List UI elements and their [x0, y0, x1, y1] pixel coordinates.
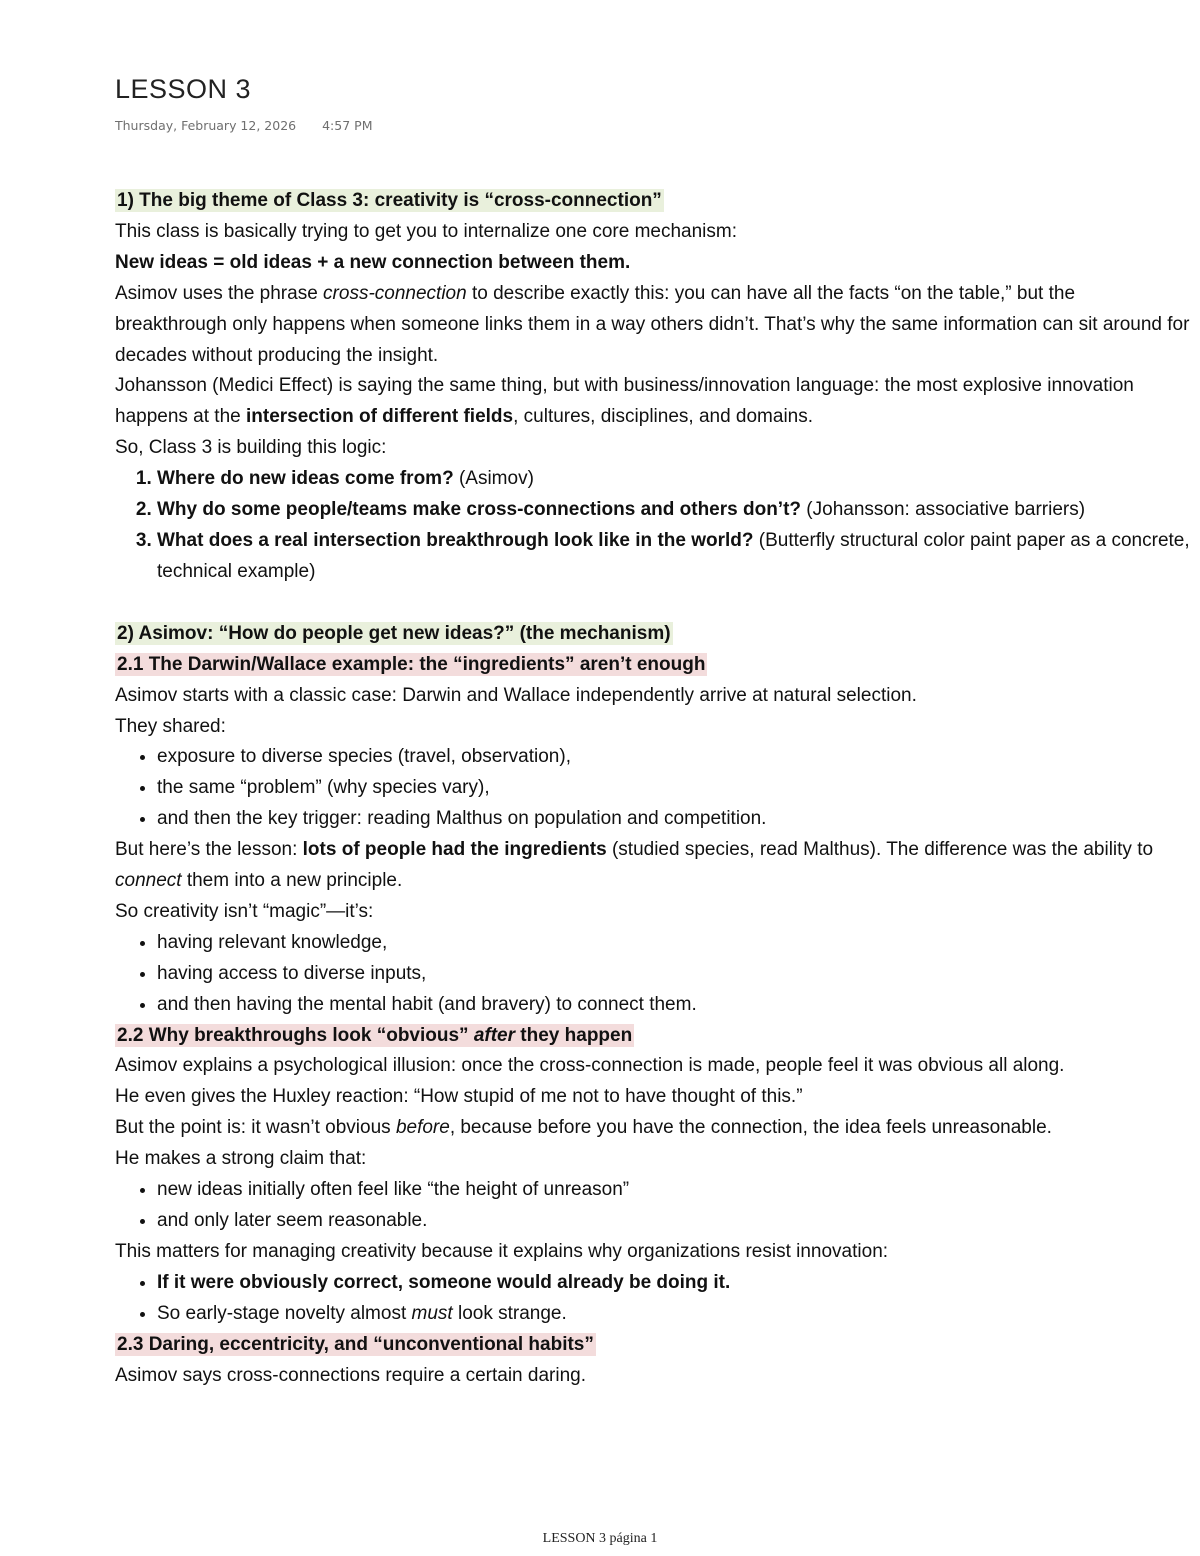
- list-item: 1. Where do new ideas come from? (Asimov): [157, 464, 1190, 495]
- paragraph: Asimov starts with a classic case: Darwin and Wallace independently arrive at natural selection.: [115, 684, 917, 706]
- claims-list: [115, 1175, 1190, 1237]
- page-time: 4:57 PM: [322, 118, 373, 133]
- paragraph: Asimov says cross-connections require a certain daring.: [115, 1364, 586, 1386]
- paragraph: Asimov explains a psychological illusion: once the cross-connection is made, people feel it was obvious all along.: [115, 1055, 1065, 1077]
- list-item: 2. Why do some people/teams make cross-connections and others don’t? (Johansson: associative barriers): [157, 495, 1190, 526]
- subsection-2-1-heading: 2.1 The Darwin/Wallace example: the “ingredients” aren’t enough: [117, 653, 706, 675]
- key-formula: New ideas = old ideas + a new connection between them.: [115, 251, 631, 273]
- page-title: LESSON 3: [115, 74, 252, 104]
- paragraph: He makes a strong claim that:: [115, 1148, 367, 1170]
- section-1-heading: 1) The big theme of Class 3: creativity is “cross-connection”: [117, 190, 662, 211]
- list-item: • having relevant knowledge,: [157, 928, 1190, 959]
- page-footer: LESSON 3 página 1: [542, 1531, 658, 1546]
- creativity-list: [115, 928, 1190, 1021]
- shared-list: [115, 742, 1190, 835]
- list-item: • exposure to diverse species (travel, observation),: [157, 742, 1190, 773]
- page-content: [115, 186, 1190, 1391]
- list-item: • and then the key trigger: reading Malthus on population and competition.: [157, 804, 1190, 835]
- list-item: • If it were obviously correct, someone would already be doing it.: [157, 1268, 1190, 1299]
- list-item: • and only later seem reasonable.: [157, 1206, 1190, 1237]
- list-item: • having access to diverse inputs,: [157, 959, 1190, 990]
- paragraph: They shared:: [115, 715, 226, 737]
- paragraph: But the point is: it wasn’t obvious before, because before you have the connection, the idea feels unreasonable.: [115, 1117, 1052, 1139]
- paragraph: But here’s the lesson: lots of people had the ingredients (studied species, read Malthus). The difference was the ability to connect them into a new principle.: [115, 839, 1154, 892]
- list-item: • the same “problem” (why species vary),: [157, 773, 1190, 804]
- list-item: • and then having the mental habit (and bravery) to connect them.: [157, 990, 1190, 1021]
- paragraph: So, Class 3 is building this logic:: [115, 437, 387, 459]
- list-item: 3. What does a real intersection breakthrough look like in the world? (Butterfly structural color paint paper as a concrete, technical example): [157, 526, 1190, 588]
- paragraph: This matters for managing creativity because it explains why organizations resist innovation:: [115, 1240, 889, 1262]
- subsection-2-3-heading: 2.3 Daring, eccentricity, and “unconventional habits”: [117, 1333, 594, 1355]
- paragraph: Johansson (Medici Effect) is saying the same thing, but with business/innovation language: the most explosive innovation happens at the intersection of different fields, cultures, disciplines, and domains.: [115, 375, 1134, 428]
- list-item: • new ideas initially often feel like “the height of unreason”: [157, 1175, 1190, 1206]
- resistance-list: [115, 1268, 1190, 1330]
- subsection-2-2-heading: 2.2 Why breakthroughs look “obvious” after they happen: [117, 1024, 633, 1046]
- page-date: Thursday, February 12, 2026: [115, 118, 297, 133]
- paragraph: Asimov uses the phrase cross-connection to describe exactly this: you can have all the facts “on the table,” but the breakthrough only happens when someone links them in a way others didn’t. That’s why the same information can sit around for decades without producing the insight.: [115, 282, 1190, 366]
- section-2-heading: 2) Asimov: “How do people get new ideas?” (the mechanism): [117, 622, 671, 644]
- logic-list: [115, 464, 1190, 588]
- paragraph: So creativity isn’t “magic”—it’s:: [115, 900, 374, 922]
- page-meta: [115, 118, 372, 133]
- paragraph: This class is basically trying to get you to internalize one core mechanism:: [115, 220, 737, 242]
- list-item: • So early-stage novelty almost must look strange.: [157, 1299, 1190, 1330]
- paragraph: He even gives the Huxley reaction: “How stupid of me not to have thought of this.”: [115, 1086, 803, 1108]
